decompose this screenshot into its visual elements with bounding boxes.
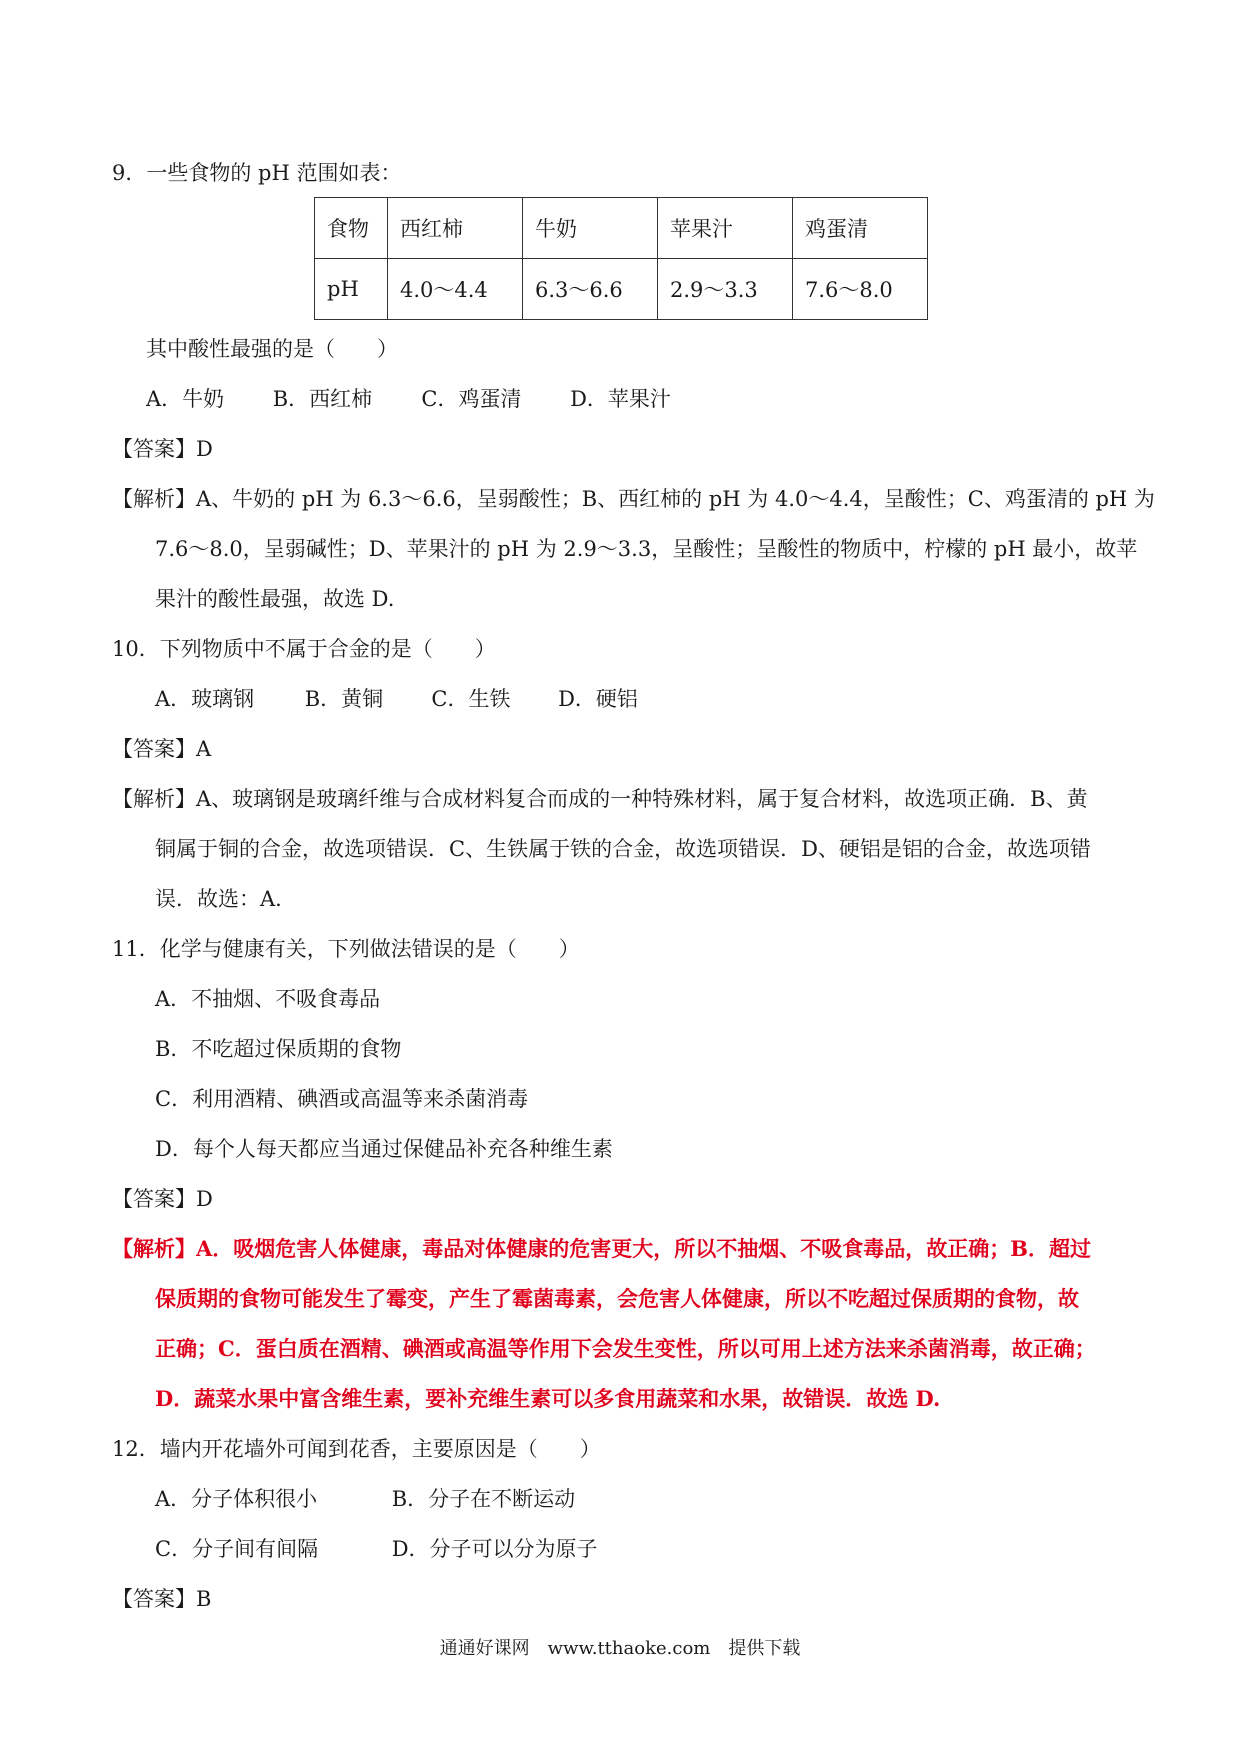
q12-options-row [155,1534,598,1564]
option-a: A．牛奶 [146,387,225,411]
option-b: B．西红柿 [272,387,373,411]
q12-answer: 【答案】B [112,1587,212,1611]
table-cell: 牛奶 [523,198,658,259]
q11-answer: 【答案】D [112,1187,213,1211]
q9-question: 其中酸性最强的是（ ） [146,337,398,361]
table-cell: pH [315,259,388,320]
q9-stem: 9．一些食物的 pH 范围如表： [112,161,402,185]
table-cell: 苹果汁 [658,198,793,259]
q11-option-d: D．每个人每天都应当通过保健品补充各种维生素 [155,1137,613,1161]
option-d: D．分子可以分为原子 [391,1537,598,1561]
q10-stem: 10．下列物质中不属于合金的是（ ） [112,637,496,661]
q10-options [155,684,638,714]
option-a: A．玻璃钢 [155,687,255,711]
table-cell: 鸡蛋清 [793,198,928,259]
option-b: B．分子在不断运动 [391,1487,576,1511]
q12-stem: 12．墙内开花墙外可闻到花香，主要原因是（ ） [112,1437,601,1461]
q11-analysis-line: 正确；C．蛋白质在酒精、碘酒或高温等作用下会发生变性，所以可用上述方法来杀菌消毒，故正确； [155,1336,1096,1361]
q9-analysis-line: 果汁的酸性最强，故选 D. [155,587,395,611]
table-cell: 7.6～8.0 [793,259,928,320]
q10-answer: 【答案】A [112,737,212,761]
table-cell: 4.0～4.4 [388,259,523,320]
q11-analysis-line: 保质期的食物可能发生了霉变，产生了霉菌毒素，会危害人体健康，所以不吃超过保质期的食物，故 [155,1286,1079,1311]
option-c: C．鸡蛋清 [421,387,522,411]
option-c: C．生铁 [431,687,511,711]
page-footer: 通通好课网 www.tthaoke.com 提供下载 [439,1638,801,1659]
q11-analysis-line: D．蔬菜水果中富含维生素，要补充维生素可以多食用蔬菜和水果，故错误．故选 D. [155,1386,941,1411]
q11-option-b: B．不吃超过保质期的食物 [155,1037,402,1061]
q9-answer: 【答案】D [112,437,213,461]
q12-options-row [155,1484,575,1514]
q10-analysis-line: 【解析】A、玻璃钢是玻璃纤维与合成材料复合而成的一种特殊材料，属于复合材料，故选项正确．B、黄 [112,787,1088,811]
ph-table [314,197,928,320]
q10-analysis-line: 铜属于铜的合金，故选项错误．C、生铁属于铁的合金，故选项错误．D、硬铝是铝的合金，故选项错 [155,837,1091,861]
q11-analysis-line: 【解析】A．吸烟危害人体健康，毒品对体健康的危害更大，所以不抽烟、不吸食毒品，故正确；B．超过 [112,1236,1092,1261]
table-cell: 西红柿 [388,198,523,259]
option-a: A．分子体积很小 [155,1487,318,1511]
option-d: D．硬铝 [558,687,638,711]
q11-option-a: A．不抽烟、不吸食毒品 [155,987,381,1011]
q9-options [146,384,671,414]
option-c: C．分子间有间隔 [155,1537,319,1561]
table-cell: 6.3～6.6 [523,259,658,320]
q10-analysis-line: 误．故选：A. [155,887,282,911]
option-b: B．黄铜 [304,687,384,711]
q11-stem: 11．化学与健康有关，下列做法错误的是（ ） [112,937,580,961]
table-cell: 2.9～3.3 [658,259,793,320]
table-header-row [315,198,928,259]
table-cell: 食物 [315,198,388,259]
q9-analysis-line: 【解析】A、牛奶的 pH 为 6.3～6.6，呈弱酸性；B、西红柿的 pH 为 4.0～4.4，呈酸性；C、鸡蛋清的 pH 为 [112,487,1155,511]
table-row [315,259,928,320]
q11-option-c: C．利用酒精、碘酒或高温等来杀菌消毒 [155,1087,529,1111]
q9-analysis-line: 7.6～8.0，呈弱碱性；D、苹果汁的 pH 为 2.9～3.3，呈酸性；呈酸性的物质中，柠檬的 pH 最小，故苹 [155,537,1138,561]
option-d: D．苹果汁 [570,387,671,411]
